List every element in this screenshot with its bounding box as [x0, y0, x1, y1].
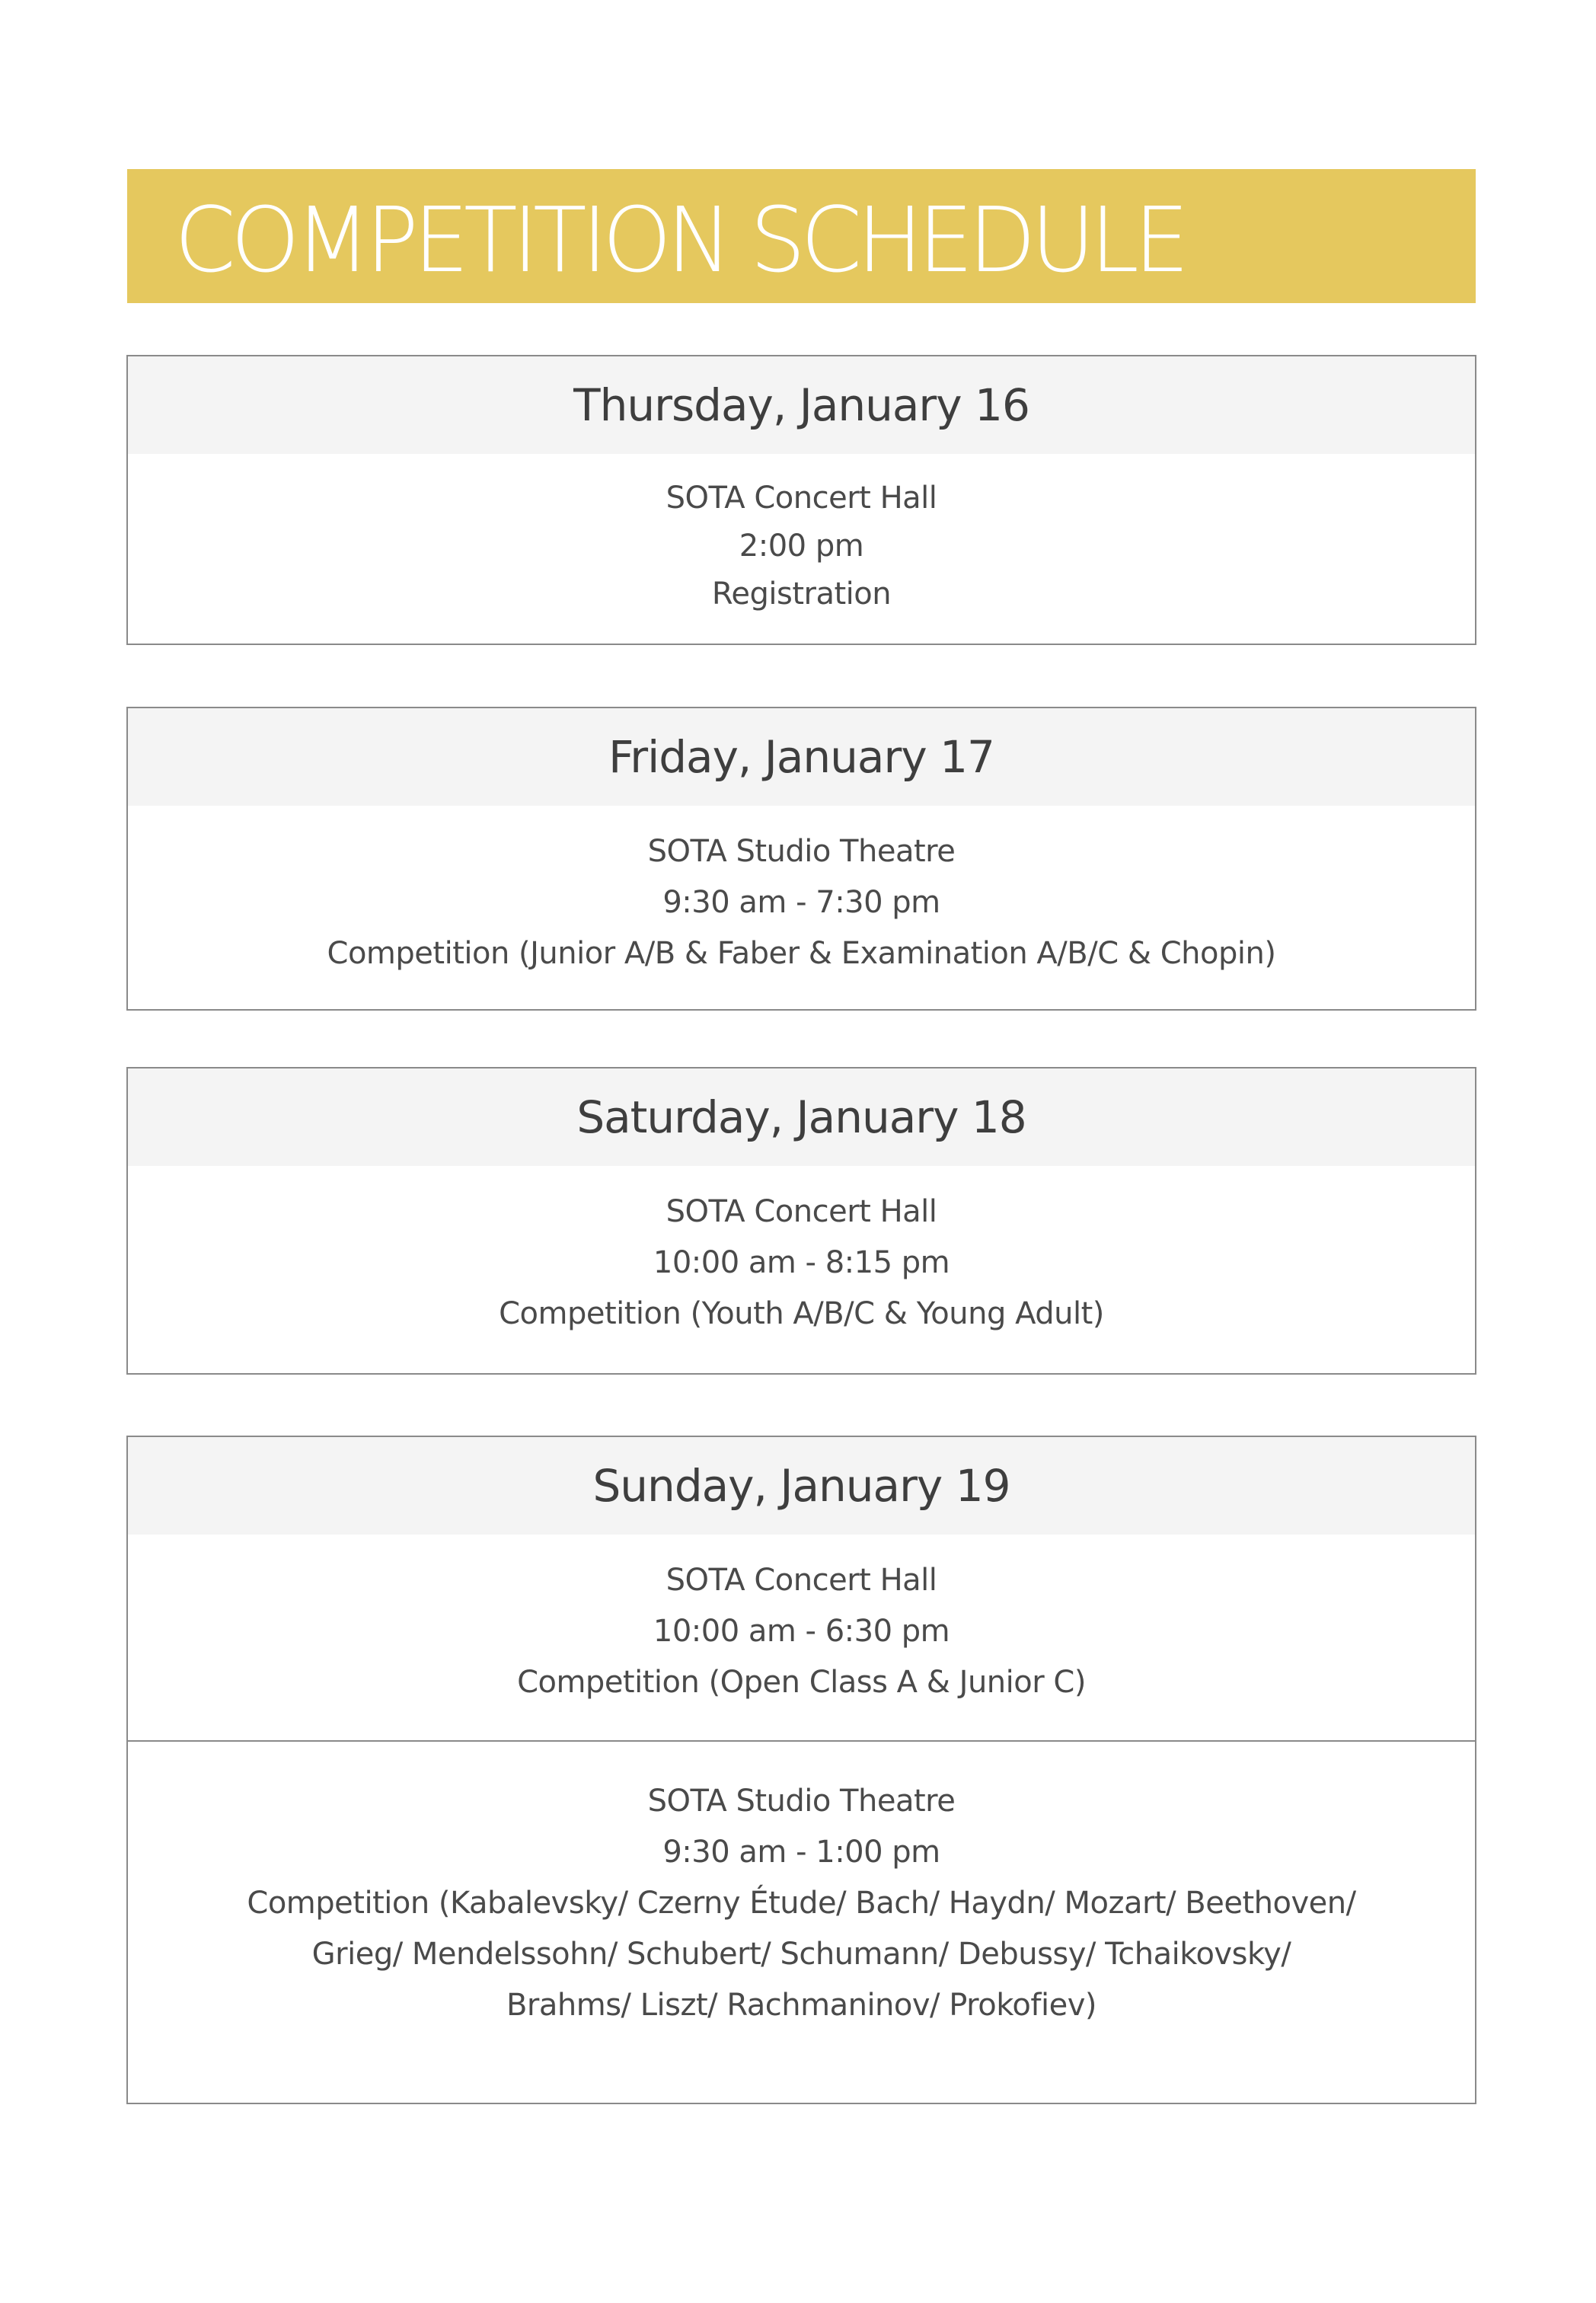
event-description-line: Competition (Kabalevsky/ Czerny Étude/ Bach/ Haydn/ Mozart/ Beethoven/	[247, 1886, 1356, 1921]
time: 9:30 am - 1:00 pm	[662, 1835, 940, 1870]
schedule-slot	[128, 1740, 1475, 2031]
venue: SOTA Concert Hall	[666, 1563, 937, 1598]
time: 9:30 am - 7:30 pm	[662, 885, 940, 920]
day-heading: Friday, January 17	[128, 708, 1475, 806]
event-description: Competition (Junior A/B & Faber & Examination A/B/C & Chopin)	[327, 936, 1276, 971]
day-card-sunday	[126, 1436, 1476, 2104]
day-heading: Thursday, January 16	[128, 356, 1475, 454]
day-heading: Sunday, January 19	[128, 1437, 1475, 1535]
day-heading: Saturday, January 18	[128, 1068, 1475, 1166]
schedule-slot	[128, 1166, 1475, 1340]
page-title: COMPETITION SCHEDULE	[174, 187, 1185, 292]
schedule-slot	[128, 454, 1475, 618]
event-description: Registration	[711, 577, 892, 612]
day-card-thursday	[126, 355, 1476, 645]
venue: SOTA Studio Theatre	[647, 1784, 956, 1819]
event-description-line: Brahms/ Liszt/ Rachmaninov/ Prokofiev)	[506, 1988, 1096, 2023]
time: 10:00 am - 8:15 pm	[653, 1245, 950, 1280]
day-card-friday	[126, 707, 1476, 1011]
venue: SOTA Studio Theatre	[647, 834, 956, 869]
title-banner	[127, 169, 1476, 303]
event-description: Competition (Open Class A & Junior C)	[517, 1665, 1086, 1700]
schedule-slot	[128, 806, 1475, 979]
schedule-slot	[128, 1535, 1475, 1740]
event-description-line: Grieg/ Mendelssohn/ Schubert/ Schumann/ Debussy/ Tchaikovsky/	[311, 1937, 1291, 1972]
time: 10:00 am - 6:30 pm	[653, 1614, 950, 1649]
venue: SOTA Concert Hall	[666, 481, 937, 516]
time: 2:00 pm	[739, 529, 864, 564]
venue: SOTA Concert Hall	[666, 1194, 937, 1229]
day-card-saturday	[126, 1067, 1476, 1375]
event-description: Competition (Youth A/B/C & Young Adult)	[499, 1296, 1104, 1331]
